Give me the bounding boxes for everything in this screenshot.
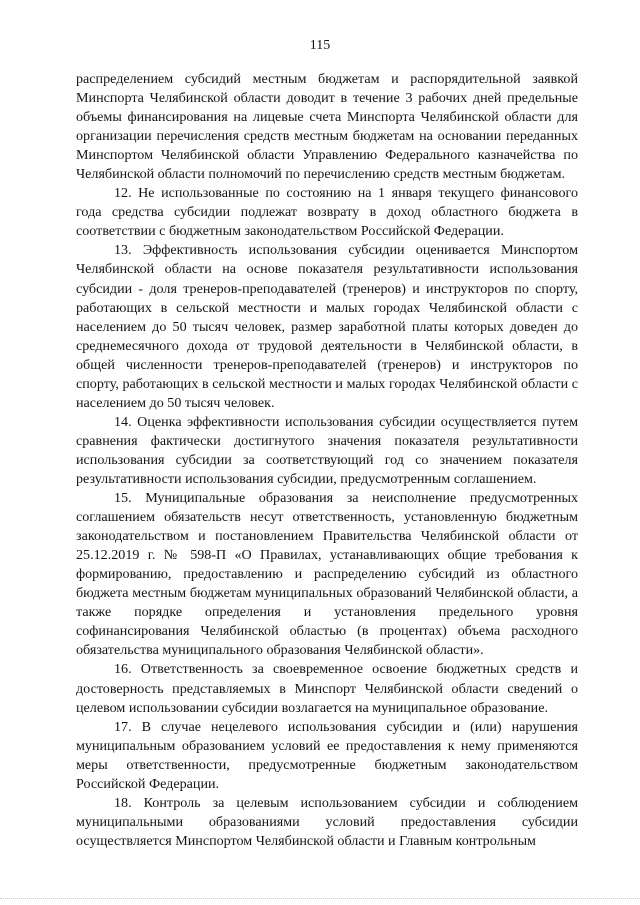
page-bottom-edge	[0, 898, 640, 899]
page-number: 115	[309, 38, 331, 53]
paragraph-16: 16. Ответственность за своевременное освоение бюджетных средств и достоверность представляемых в Минспорт Челябинской области сведений о целевом использовании субсидии возлагается на муниципальное образование.	[76, 661, 578, 716]
paragraph-12: 12. Не использованные по состоянию на 1 января текущего финансового года средства субсидии подлежат возврату в доход областного бюджета в соответствии с бюджетным законодательством Российской Федерации.	[76, 185, 578, 240]
paragraph-17: 17. В случае нецелевого использования субсидии и (или) нарушения муниципальным образованием условий ее предоставления к нему применяются меры ответственности, предусмотренные бюджетным законодательством Российской Федерации.	[76, 718, 578, 792]
paragraph-14: 14. Оценка эффективности использования субсидии осуществляется путем сравнения фактически достигнутого значения показателя результативности использования субсидии за соответствующий год со значением показателя результативности использования субсидии, предусмотренным соглашением.	[76, 413, 578, 487]
paragraph-18: 18. Контроль за целевым использованием субсидии и соблюдением муниципальными образованиями условий предоставления субсидии осуществляется Минспортом Челябинской области и Главным контрольным	[76, 794, 578, 849]
paragraph-continuation: распределением субсидий местным бюджетам и распорядительной заявкой Минспорта Челябинской области доводит в течение 3 рабочих дней предельные объемы финансирования на лицевые счета Минспорта Челябинской области для организации перечисления средств местным бюджетам на основании переданных Минспортом Челябинской области Управлению Федерального казначейства по Челябинской области полномочий по перечислению средств местным бюджетам.	[76, 71, 578, 183]
paragraph-13: 13. Эффективность использования субсидии оценивается Минспортом Челябинской области на основе показателя результативности использования субсидии - доля тренеров-преподавателей (тренеров) и инструкторов по спорту, работающих в сельской местности и малых городах Челябинской области с населением до 50 тысяч человек, размер заработной платы которых доведен до среднемесячного дохода от трудовой деятельности в Челябинской области, в общей численности тренеров-преподавателей (тренеров) и инструкторов по спорту, работающих в сельской местности и малых городах Челябинской области с населением до 50 тысяч человек.	[76, 242, 578, 411]
paragraph-15: 15. Муниципальные образования за неисполнение предусмотренных соглашением обязательств несут ответственность, установленную бюджетным законодательством и постановлением Правительства Челябинской области от 25.12.2019 г. № 598-П «О Правилах, устанавливающих общие требования к формированию, предоставлению и распределению субсидий из областного бюджета местным бюджетам муниципальных образований Челябинской области, а также порядке определения и установления предельного уровня софинансирования Челябинской областью (в процентах) объема расходного обязательства муниципального образования Челябинской области».	[76, 490, 578, 659]
document-body	[76, 70, 578, 851]
